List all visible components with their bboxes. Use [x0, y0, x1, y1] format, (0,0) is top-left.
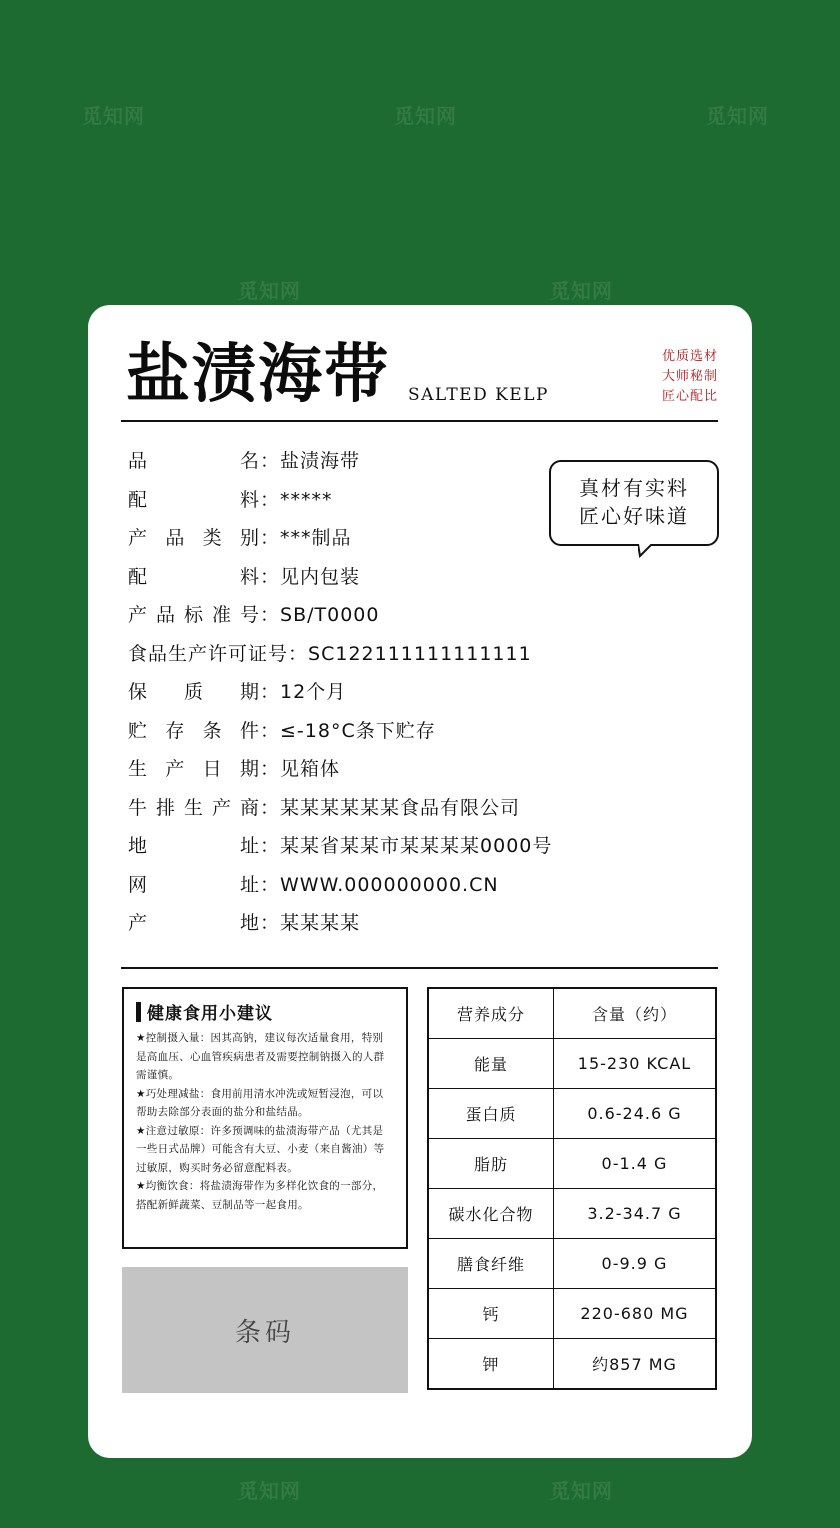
nutrient-value: 0.6-24.6 G	[554, 1089, 717, 1139]
info-value: 某某某某	[280, 912, 361, 934]
info-value: ≤-18°C条下贮存	[280, 719, 436, 742]
info-value: 某某省某某市某某某某0000号	[280, 835, 553, 857]
info-row: 配料：*****	[128, 481, 568, 520]
table-row	[428, 1039, 716, 1089]
slogans	[662, 347, 718, 407]
nutrient-value: 3.2-34.7 G	[554, 1189, 717, 1239]
info-row: 保质期：12个月	[128, 673, 568, 712]
info-row: 产地：某某某某	[128, 904, 568, 943]
barcode-placeholder	[122, 1267, 408, 1393]
nutrient-value: 15-230 KCAL	[554, 1039, 717, 1089]
info-label: 配料	[128, 565, 260, 588]
health-tips-box	[122, 987, 408, 1249]
info-row: 品名：盐渍海带	[128, 442, 568, 481]
table-row	[428, 1289, 716, 1339]
tip-item: ★均衡饮食：将盐渍海带作为多样化饮食的一部分，搭配新鲜蔬菜、豆制品等一起食用。	[136, 1180, 384, 1211]
watermark: 觅知网	[82, 104, 145, 128]
watermark: 觅知网	[394, 104, 457, 128]
nutrient-name: 碳水化合物	[428, 1189, 554, 1239]
nutrient-value: 约857 MG	[554, 1339, 717, 1390]
info-label: 牛排生产商	[128, 796, 260, 819]
info-row: 食品生产许可证号：SC122111111111111	[128, 635, 568, 674]
table-header-row	[428, 988, 716, 1039]
info-label: 地址	[128, 835, 260, 857]
slogan: 优质选材	[661, 349, 718, 364]
divider	[121, 967, 718, 969]
info-label: 产品标准号	[128, 604, 260, 626]
table-row	[428, 1239, 716, 1289]
column-header: 营养成分	[428, 988, 554, 1039]
table-row	[428, 1139, 716, 1189]
nutrient-name: 钾	[428, 1339, 554, 1390]
product-subtitle-en: SALTED KELP	[408, 385, 549, 405]
label-card	[88, 305, 752, 1458]
tip-item: ★注意过敏原：许多预调味的盐渍海带产品（尤其是一些日式品牌）可能含有大豆、小麦（来自酱油）等过敏原，购买时务必留意配料表。	[136, 1124, 385, 1174]
divider	[121, 420, 718, 422]
tips-title	[136, 999, 394, 1029]
nutrient-name: 钙	[428, 1289, 554, 1339]
info-row: 网址：WWW.000000000.CN	[128, 866, 568, 905]
table-row	[428, 1189, 716, 1239]
info-row: 生产日期：见箱体	[128, 750, 568, 789]
info-label: 品名	[128, 450, 260, 472]
info-label: 产地	[128, 912, 260, 934]
slogan: 匠心配比	[661, 389, 718, 404]
info-row: 贮存条件：≤-18°C条下贮存	[128, 712, 568, 751]
speech-bubble	[549, 460, 719, 546]
watermark: 觅知网	[238, 279, 301, 303]
bubble-line: 真材有实料	[579, 476, 689, 500]
bubble-line: 匠心好味道	[579, 504, 689, 528]
nutrient-name: 蛋白质	[428, 1089, 554, 1139]
table-row	[428, 1089, 716, 1139]
info-value: 见箱体	[280, 758, 341, 780]
nutrition-table	[427, 987, 717, 1390]
info-value: SB/T0000	[280, 604, 380, 626]
info-label: 网址	[128, 873, 260, 896]
info-label: 贮存条件	[128, 719, 260, 742]
info-label: 生产日期	[128, 758, 260, 780]
nutrient-name: 膳食纤维	[428, 1239, 554, 1289]
info-label: 食品生产许可证号	[128, 642, 289, 665]
info-value: ***制品	[280, 527, 352, 549]
info-label: 产品类别	[128, 527, 260, 549]
slogan: 大师秘制	[661, 369, 718, 384]
info-row: 配料：见内包装	[128, 558, 568, 597]
info-value: 见内包装	[280, 565, 361, 588]
watermark: 觅知网	[550, 279, 613, 303]
barcode-label: 条码	[234, 1317, 295, 1348]
watermark: 觅知网	[706, 104, 769, 128]
info-value: 某某某某某某食品有限公司	[280, 796, 521, 819]
tips-title-text: 健康食用小建议	[147, 1004, 273, 1024]
info-value: *****	[280, 488, 333, 511]
info-label: 保质期	[128, 681, 260, 703]
info-value: WWW.000000000.CN	[280, 873, 499, 896]
product-info-list	[128, 442, 568, 943]
info-row: 牛排生产商：某某某某某某食品有限公司	[128, 789, 568, 828]
info-row: 产品类别：***制品	[128, 519, 568, 558]
watermark: 觅知网	[550, 1479, 613, 1503]
product-title: 盐渍海带	[126, 337, 390, 412]
table-row	[428, 1339, 716, 1390]
info-row: 产品标准号：SB/T0000	[128, 596, 568, 635]
column-header: 含量（约）	[554, 988, 717, 1039]
tip-item: ★巧处理减盐：食用前用清水冲洗或短暂浸泡，可以帮助去除部分表面的盐分和盐结晶。	[136, 1087, 384, 1118]
nutrient-value: 0-1.4 G	[554, 1139, 717, 1189]
nutrient-value: 220-680 MG	[554, 1289, 717, 1339]
nutrient-value: 0-9.9 G	[554, 1239, 717, 1289]
watermark: 觅知网	[238, 1479, 301, 1503]
title-bar-icon	[136, 1002, 141, 1022]
info-row: 地址：某某省某某市某某某某0000号	[128, 827, 568, 866]
speech-bubble-tail	[638, 544, 652, 558]
nutrient-name: 能量	[428, 1039, 554, 1089]
info-value: 盐渍海带	[280, 450, 361, 472]
info-value: 12个月	[280, 681, 347, 703]
info-value: SC122111111111111	[308, 642, 532, 665]
nutrient-name: 脂肪	[428, 1139, 554, 1189]
info-label: 配料	[128, 488, 260, 511]
tip-item: ★控制摄入量：因其高钠，建议每次适量食用，特别是高血压、心血管疾病患者及需要控制钠摄入的人群需谨慎。	[136, 1032, 385, 1081]
